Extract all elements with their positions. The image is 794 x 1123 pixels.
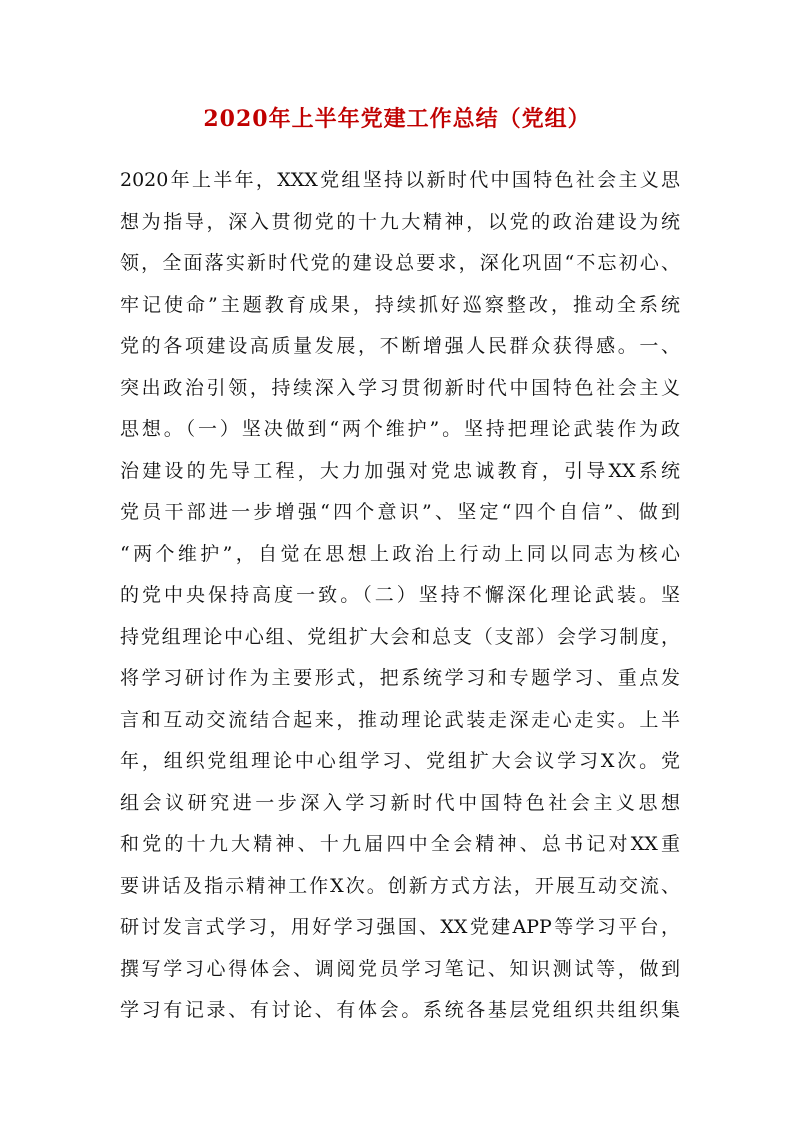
body-line: 党的各项建设高质量发展，不断增强人民群众获得感。一、: [120, 335, 680, 357]
body-line: 撰写学习心得体会、调阅党员学习笔记、知识测试等，做到: [120, 957, 680, 980]
body-line: 将学习研讨作为主要形式，把系统学习和专题学习、重点发: [120, 667, 680, 689]
body-line: 领，全面落实新时代党的建设总要求，深化巩固“不忘初心、: [120, 252, 680, 274]
body-line: “两个维护”，自觉在思想上政治上行动上同以同志为核心: [120, 542, 680, 565]
body-line: 要讲话及指示精神工作X次。创新方式方法，开展互动交流、: [120, 874, 680, 897]
body-line: 组会议研究进一步深入学习新时代中国特色社会主义思想: [120, 791, 680, 814]
document-body: [120, 160, 680, 1032]
body-line: 年，组织党组理论中心组学习、党组扩大会议学习X次。党: [120, 750, 680, 772]
body-line: 党员干部进一步增强“四个意识”、坚定“四个自信”、做到: [120, 501, 680, 523]
body-line: 言和互动交流结合起来，推动理论武装走深走心走实。上半: [120, 708, 680, 731]
document-title: 2020年上半年党建工作总结（党组）: [203, 106, 591, 132]
body-line: 持党组理论中心组、党组扩大会和总支（支部）会学习制度，: [120, 625, 680, 648]
body-line: 2020年上半年，XXX党组坚持以新时代中国特色社会主义思: [120, 169, 680, 191]
body-line: 思想。（一）坚决做到“两个维护”。坚持把理论武装作为政: [120, 418, 680, 440]
body-line: 突出政治引领，持续深入学习贯彻新时代中国特色社会主义: [120, 376, 680, 399]
body-line: 研讨发言式学习，用好学习强国、XX党建APP等学习平台，: [120, 916, 680, 938]
body-line: 牢记使命”主题教育成果，持续抓好巡察整改，推动全系统: [120, 293, 680, 316]
body-line: 治建设的先导工程，大力加强对党忠诚教育，引导XX系统: [120, 459, 680, 482]
body-line: 的党中央保持高度一致。（二）坚持不懈深化理论武装。坚: [120, 584, 680, 606]
body-line: 想为指导，深入贯彻党的十九大精神，以党的政治建设为统: [120, 210, 680, 233]
body-line: 和党的十九大精神、十九届四中全会精神、总书记对XX重: [120, 833, 680, 855]
body-line: 学习有记录、有讨论、有体会。系统各基层党组织共组织集: [120, 999, 680, 1021]
